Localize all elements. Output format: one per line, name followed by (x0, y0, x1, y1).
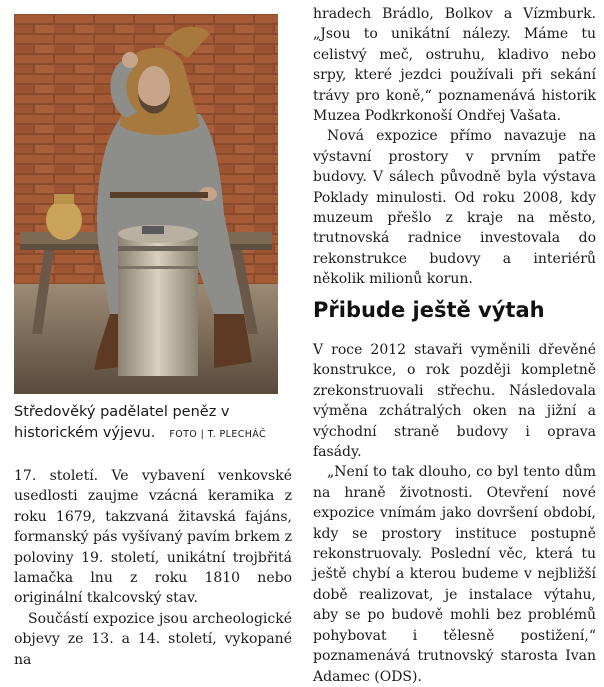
right-column-bottom (313, 340, 596, 687)
paragraph: 17. století. Ve vybavení venkovské usedlosti zaujme vzácná keramika z roku 1679, takzvaná žitavská fajáns, formanský pás vyšívaný pavím brkem z poloviny 19. století, unikátní trojbřitá lamačka lnu z roku 1810 nebo originální tkalcovský stav. (14, 468, 292, 607)
paragraph: Součástí expozice jsou archeologické objevy ze 13. a 14. století, vykopané na (14, 610, 292, 668)
right-column-top (313, 4, 596, 290)
photo-credit: FOTO | T. PLECHÁČ (169, 429, 267, 440)
counterfeiter-scene-illustration (14, 14, 278, 394)
left-column (14, 466, 292, 670)
photo-caption (14, 402, 290, 445)
paragraph: V roce 2012 stavaři vyměnili dřevěné konstrukce, o rok později kompletně zrekonstruovali střechu. Následovala výměna zchátralých oken na jižní a východní straně budovy i oprava fasády. (313, 342, 596, 461)
paragraph: Nová expozice přímo navazuje na výstavní prostory v prvním patře budovy. V sálech původně byla výstava Poklady minulosti. Od roku 2008, kdy muzeum přešlo z kraje na město, trutnovská radnice investovala do rekonstrukce budovy a interiérů několik milionů korun. (313, 128, 596, 288)
caption-text: Středověký padělatel peněz v historickém výjevu. (14, 404, 230, 441)
section-heading: Přibude ještě výtah (313, 298, 545, 322)
paragraph: hradech Brádlo, Bolkov a Vízmburk. „Jsou to unikátní nálezy. Máme tu celistvý meč, ostruhu, kladivo nebo srpy, které jezdci používali při sekání trávy pro koně,“ poznamenává historik Muzea Podkrkonoší Ondřej Vašata. (313, 6, 596, 125)
paragraph: „Není to tak dlouho, co byl tento dům na hraně životnosti. Otevření nové expozice vnímám jako dovršení období, kdy se prostory instituce postupně rekonstruovaly. Poslední věc, která tu ještě chybí a kterou budeme v nejbližší době realizovat, je instalace výtahu, aby se po budově mohli bez problémů pohybovat i tělesně postižení,“ poznamenává trutnovský starosta Ivan Adamec (ODS). (313, 464, 596, 685)
article-photo (14, 14, 278, 394)
